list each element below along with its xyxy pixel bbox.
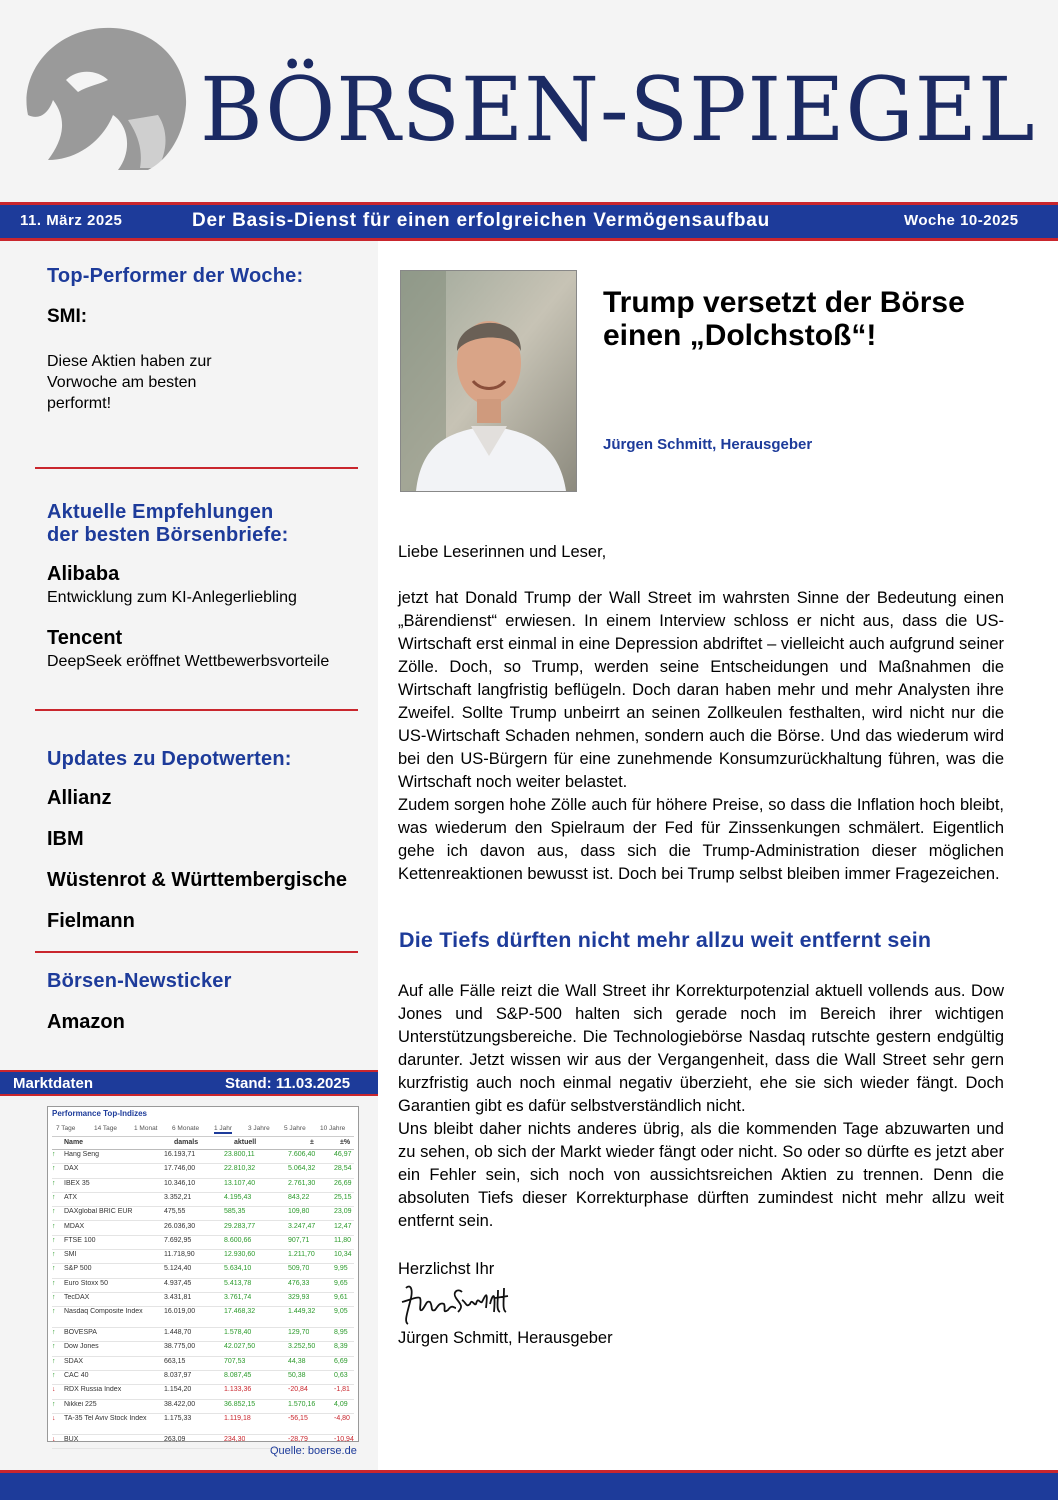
value-now: 13.107,40 [224,1179,256,1187]
value-now: 5.634,10 [224,1265,252,1273]
index-name: Dow Jones [64,1343,99,1351]
value-abs: 1.570,16 [288,1400,316,1408]
update-item[interactable]: Wüstenrot & Württembergische [47,869,348,891]
index-name: BUX [64,1435,79,1443]
index-name: Nasdaq Composite Index [64,1308,143,1316]
value-then: 16.019,00 [164,1308,196,1316]
value-abs: 50,38 [288,1371,306,1379]
value-abs: 44,38 [288,1357,306,1365]
tab-period-active[interactable]: 1 Jahr [214,1125,233,1132]
table-row[interactable] [52,1263,354,1278]
arrow-down-icon: ↓ [52,1414,56,1422]
market-data-label: Marktdaten [13,1075,94,1092]
value-then: 16.193,71 [164,1151,196,1158]
value-then: 3.431,81 [164,1294,192,1301]
header-bar [0,205,1058,238]
arrow-up-icon: ↑ [52,1371,56,1379]
value-abs: 843,22 [288,1193,310,1201]
arrow-up-icon: ↑ [52,1208,56,1216]
tab-period[interactable]: 14 Tage [94,1125,118,1132]
value-pct: 9,65 [334,1279,348,1287]
tab-period[interactable]: 7 Tage [56,1125,76,1132]
value-pct: 8,95 [334,1329,348,1337]
table-row[interactable] [52,1413,354,1435]
tab-period[interactable]: 10 Jahre [320,1125,346,1132]
arrow-up-icon: ↑ [52,1343,56,1351]
value-then: 17.746,00 [164,1165,196,1173]
value-now: 4.195,43 [224,1193,252,1201]
value-abs: 3.252,50 [288,1343,316,1351]
value-then: 263,09 [164,1435,186,1443]
recommendation-desc: Entwicklung zum KI-Anlegerliebling [47,589,297,606]
arrow-up-icon: ↑ [52,1222,56,1230]
sidebar-divider [35,709,358,711]
value-abs: 3.247,47 [288,1222,316,1230]
table-row[interactable] [52,1306,354,1328]
index-name: S&P 500 [64,1265,92,1273]
value-then: 1.448,70 [164,1329,192,1337]
value-abs: 2.761,30 [288,1179,316,1187]
value-pct: 4,09 [334,1400,348,1408]
arrow-up-icon: ↑ [52,1179,56,1187]
value-abs: 476,33 [288,1279,310,1287]
table-row[interactable] [52,1163,354,1178]
newsletter-title: BÖRSEN-SPIEGEL [200,58,1036,161]
table-row[interactable] [52,1192,354,1207]
value-abs: 129,70 [288,1329,310,1337]
value-then: 11.718,90 [164,1251,195,1259]
value-abs: 1.449,32 [288,1308,316,1316]
tab-period[interactable]: 1 Monat [134,1125,158,1132]
arrow-up-icon: ↑ [52,1193,56,1201]
table-title: Performance Top-Indizes [52,1109,147,1118]
paragraph: Auf alle Fälle reizt die Wall Street ihr Korrekturpotenzial aktuell vollends aus. Dow Jones und S&P-500 halten sich gerade noch im Bereich ihrer wichtigen Unterstützungsbereiche. Die Technologiebörse Nasdaq rutschte gestern endgültig darunter. Jetzt wissen wir aus der Vergangenheit, dass die Wall Street sehr gern kurzfristig auch noch einmal negativ überzieht, ehe sie sich wieder fängt. Doch Garantien gibt es dafür selbstverständlich nicht. [398,982,1004,1115]
value-abs: -20,84 [288,1386,308,1394]
period-tabs [52,1124,354,1137]
value-pct: 26,69 [334,1179,352,1187]
value-pct: 23,09 [334,1208,352,1216]
value-pct: 10,34 [334,1251,352,1259]
value-pct: 12,47 [334,1222,352,1230]
value-now: 42.027,50 [224,1343,256,1351]
value-then: 1.154,20 [164,1386,192,1394]
newsticker-heading: Börsen-Newsticker [47,970,232,992]
update-item[interactable]: Fielmann [47,910,135,932]
value-now: 8.087,45 [224,1371,252,1379]
index-name: SDAX [64,1357,84,1365]
tab-period[interactable]: 6 Monate [172,1125,200,1132]
value-abs: 7.606,40 [288,1151,316,1158]
newsticker-item[interactable]: Amazon [47,1011,125,1033]
index-name: DAX [64,1165,79,1173]
value-now: 5.413,78 [224,1279,252,1287]
value-then: 663,15 [164,1357,186,1365]
recommendation-desc: DeepSeek eröffnet Wettbewerbsvorteile [47,653,330,670]
index-name: FTSE 100 [64,1236,96,1244]
table-row[interactable] [52,1384,354,1399]
index-name: BOVESPA [64,1329,97,1337]
recommend-heading-line-1: Aktuelle Empfehlungen [47,501,274,523]
index-name: TA-35 Tel Aviv Stock Index [64,1414,147,1422]
value-now: 23.800,11 [224,1151,255,1158]
table-row[interactable] [52,1206,354,1221]
value-now: 8.600,66 [224,1236,252,1244]
value-pct: 46,97 [334,1151,352,1158]
arrow-up-icon: ↑ [52,1251,56,1259]
recommendation-name[interactable]: Tencent [47,627,123,649]
table-row[interactable] [52,1221,354,1236]
value-abs: 5.064,32 [288,1165,316,1173]
table-row[interactable] [52,1178,354,1193]
headline-line: Trump versetzt der Börse [603,286,965,319]
table-row[interactable] [52,1327,354,1342]
value-then: 3.352,21 [164,1193,192,1201]
table-row[interactable] [52,1341,354,1356]
value-abs: 329,93 [288,1294,310,1301]
col-now: aktuell [234,1139,257,1146]
issue-date: 11. März 2025 [20,212,123,229]
arrow-down-icon: ↓ [52,1435,56,1443]
updates-heading: Updates zu Depotwerten: [47,748,292,770]
col-abs: ± [310,1139,314,1146]
index-name: Euro Stoxx 50 [64,1279,108,1287]
table-row[interactable] [52,1278,354,1293]
value-now: 234,30 [224,1435,246,1443]
arrow-up-icon: ↑ [52,1236,56,1244]
value-pct: 8,39 [334,1343,348,1351]
value-abs: 1.211,70 [288,1251,315,1259]
value-then: 4.937,45 [164,1279,192,1287]
sidebar-divider [35,951,358,953]
value-then: 26.036,30 [164,1222,196,1230]
table-row[interactable] [52,1249,354,1264]
market-data-stand: Stand: 11.03.2025 [225,1075,351,1092]
value-now: 29.283,77 [224,1222,256,1230]
value-pct: -4,80 [334,1414,350,1422]
value-now: 17.468,32 [224,1308,256,1316]
market-data-bar [0,1070,378,1096]
index-name: Nikkei 225 [64,1400,97,1408]
value-abs: -56,15 [288,1414,308,1422]
bull-bear-logo [8,20,188,170]
headline-line: einen „Dolchstoß“! [603,319,877,352]
index-name: ATX [64,1193,78,1201]
tagline: Der Basis-Dienst für einen erfolgreichen Vermögensaufbau [192,210,770,231]
update-item[interactable]: Allianz [47,787,112,809]
author-photo [400,270,577,492]
table-row[interactable] [52,1292,354,1307]
index-name: IBEX 35 [64,1179,90,1187]
arrow-up-icon: ↑ [52,1265,56,1273]
table-row[interactable] [52,1356,354,1371]
value-then: 5.124,40 [164,1265,192,1273]
value-pct: 9,61 [334,1294,348,1301]
paragraph: jetzt hat Donald Trump der Wall Street im wahrsten Sinne der Bedeutung einen „Bärendienst“ erwiesen. In einem Interview schloss er nicht aus, dass die US-Wirtschaft erst einmal in eine Depression abdriftet – vielleicht auch aufgrund seiner Zölle. Doch, so Trump, werden seine Entscheidungen und Maßnahmen die Wirtschaft langfristig beflügeln. Doch daran haben mehr und mehr Analysten ihre Zweifel. Sollte Trump unbeirrt an seinen Zollkeulen festhalten, wird nicht nur die US-Wirtschaft Schaden nehmen, sondern auch die Börse. Und das wiederum wird bei den US-Bürgern für eine zunehmende Konsumzurückhaltung führen, was die Wirtschaft noch weiter belastet. [398,589,1004,791]
top-performer-text: Diese Aktien haben zur Vorwoche am besten performt! [47,353,212,412]
index-name: Hang Seng [64,1151,100,1158]
top-performer-heading: Top-Performer der Woche: [47,265,304,287]
value-pct: 11,80 [334,1236,351,1244]
arrow-up-icon: ↑ [52,1308,56,1316]
value-then: 38.422,00 [164,1400,196,1408]
table-source[interactable]: Quelle: boerse.de [270,1445,357,1457]
article-headline [603,286,965,352]
recommend-heading-line-2: der besten Börsenbriefe: [47,524,289,546]
value-then: 1.175,33 [164,1414,192,1422]
arrow-up-icon: ↑ [52,1400,56,1408]
arrow-up-icon: ↑ [52,1329,56,1337]
tab-period[interactable]: 5 Jahre [284,1125,306,1132]
article-byline: Jürgen Schmitt, Herausgeber [603,436,813,453]
value-now: 1.133,36 [224,1386,252,1394]
table-row[interactable] [52,1399,354,1414]
value-now: 707,53 [224,1357,246,1365]
index-name: CAC 40 [64,1371,89,1379]
value-now: 22.810,32 [224,1165,256,1173]
arrow-up-icon: ↑ [52,1294,56,1301]
col-pct: ±% [340,1139,351,1146]
index-name: MDAX [64,1222,85,1230]
value-pct: 6,69 [334,1357,348,1365]
recommendation-name[interactable]: Alibaba [47,563,120,585]
value-now: 1.578,40 [224,1329,252,1337]
value-abs: 509,70 [288,1265,310,1273]
value-abs: -28,79 [288,1435,308,1443]
value-then: 7.692,95 [164,1236,192,1244]
value-then: 8.037,97 [164,1371,192,1379]
update-item[interactable]: IBM [47,828,84,850]
arrow-down-icon: ↓ [52,1386,56,1394]
value-abs: 907,71 [288,1236,310,1244]
value-pct: 25,15 [334,1193,352,1201]
index-name: RDX Russia Index [64,1386,122,1394]
closing: Herzlichst Ihr [398,1260,495,1278]
issue-week: Woche 10-2025 [904,212,1019,229]
value-pct: 28,54 [334,1165,352,1173]
index-performance-table [47,1106,359,1442]
paragraph: Zudem sorgen hohe Zölle auch für höhere Preise, so dass die Inflation hoch bleibt, was wiederum den Spielraum der Fed für Zinssenkungen schmälert. Eigentlich gehe ich davon aus, dass sich die Trump-Administration dieser möglichen Kettenreaktionen bewusst ist. Doch bei Trump selbst bleiben immer Fragezeichen. [398,796,1004,883]
index-name: SMI [64,1251,77,1259]
top-performer-index[interactable]: SMI: [47,306,88,327]
signoff: Jürgen Schmitt, Herausgeber [398,1329,613,1347]
handwritten-signature [400,1282,520,1328]
value-then: 38.775,00 [164,1343,196,1351]
sidebar-divider [35,467,358,469]
value-then: 10.346,10 [164,1179,196,1187]
value-pct: -10,94 [334,1435,354,1443]
value-then: 475,55 [164,1208,186,1216]
value-pct: -1,81 [334,1386,350,1394]
tab-period[interactable]: 3 Jahre [248,1125,270,1132]
paragraph: Uns bleibt daher nichts anderes übrig, als die kommenden Tage abzuwarten und zu sehen, ob sich der Markt wieder fängt oder nicht. So oder so dürfte es jetzt aber ein Fehler sein, sich noch von aussichtsreichen Aktien zu trennen. Denn die absoluten Tiefs dieser Korrekturphase dürften zumindest nicht mehr allzu weit entfernt sein. [398,1120,1004,1230]
index-name: TecDAX [64,1294,90,1301]
footer-bar [0,1470,1058,1500]
col-then: damals [174,1139,199,1146]
value-now: 585,35 [224,1208,246,1216]
table-row[interactable] [52,1149,354,1164]
salutation: Liebe Leserinnen und Leser, [398,543,607,561]
value-pct: 9,95 [334,1265,348,1273]
value-pct: 9,05 [334,1308,348,1316]
value-abs: 109,80 [288,1208,310,1216]
value-now: 3.761,74 [224,1294,252,1301]
index-name: DAXglobal BRIC EUR [64,1208,133,1216]
arrow-up-icon: ↑ [52,1357,56,1365]
value-pct: 0,63 [334,1371,348,1379]
arrow-up-icon: ↑ [52,1151,56,1158]
arrow-up-icon: ↑ [52,1279,56,1287]
table-row[interactable] [52,1370,354,1385]
value-now: 1.119,18 [224,1414,251,1422]
arrow-up-icon: ↑ [52,1165,56,1173]
col-name: Name [64,1139,84,1146]
value-now: 12.930,60 [224,1251,256,1259]
table-row[interactable] [52,1235,354,1250]
article-subheading: Die Tiefs dürften nicht mehr allzu weit entfernt sein [399,928,932,952]
value-now: 36.852,15 [224,1400,256,1408]
